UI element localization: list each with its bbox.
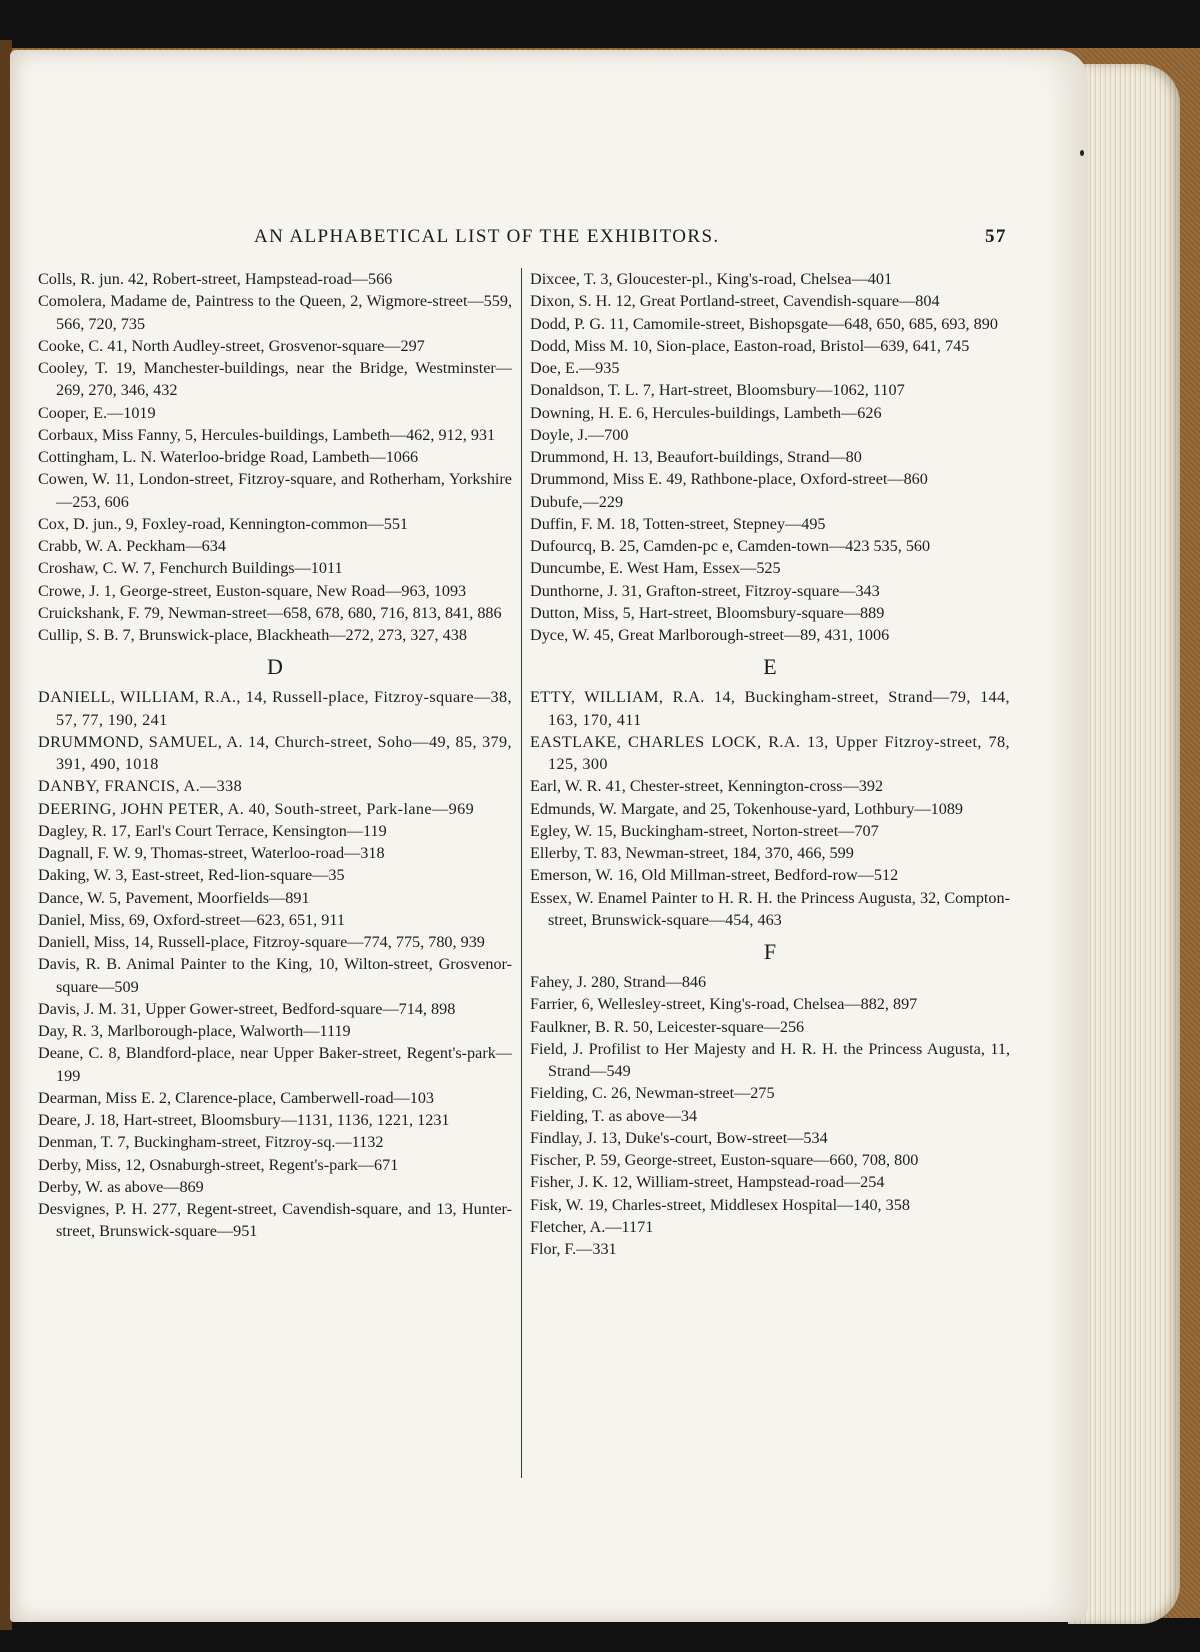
ink-mark <box>1080 150 1084 156</box>
exhibitor-entry: DEERING, JOHN PETER, A. 40, South-street, Park-lane—969 <box>38 799 475 818</box>
exhibitor-entry: Duncumbe, E. West Ham, Essex—525 <box>530 559 781 578</box>
exhibitor-entry: Doe, E.—935 <box>530 359 620 377</box>
background-bottom <box>0 1618 1200 1652</box>
exhibitor-entry: DRUMMOND, SAMUEL, A. 14, Church-street, Soho—49, 85, 379, 391, 490, 1018 <box>38 732 512 773</box>
exhibitor-entry: Fisher, J. K. 12, William-street, Hampstead-road—254 <box>530 1173 885 1192</box>
exhibitor-entry: Dixcee, T. 3, Gloucester-pl., King's-road, Chelsea—401 <box>530 270 893 288</box>
exhibitor-entry: Drummond, H. 13, Beaufort-buildings, Strand—80 <box>530 448 862 466</box>
exhibitor-entry: Cullip, S. B. 7, Brunswick-place, Blackheath—272, 273, 327, 438 <box>38 626 467 644</box>
exhibitor-entry: Findlay, J. 13, Duke's-court, Bow-street—534 <box>530 1128 828 1147</box>
page-title: AN ALPHABETICAL LIST OF THE EXHIBITORS. <box>254 226 720 247</box>
exhibitor-entry: Colls, R. jun. 42, Robert-street, Hampstead-road—566 <box>38 270 393 288</box>
exhibitor-entry: Dutton, Miss, 5, Hart-street, Bloomsbury-square—889 <box>530 603 885 622</box>
exhibitor-entry: Egley, W. 15, Buckingham-street, Norton-street—707 <box>530 821 879 840</box>
exhibitor-entry: Faulkner, B. R. 50, Leicester-square—256 <box>530 1017 805 1036</box>
exhibitor-entry: Desvignes, P. H. 277, Regent-street, Cavendish-square, and 13, Hunter-street, Brunswick-square—951 <box>38 1200 512 1241</box>
exhibitor-entry: Davis, R. B. Animal Painter to the King, 10, Wilton-street, Grosvenor-square—509 <box>38 955 512 996</box>
exhibitor-entry: Cooper, E.—1019 <box>38 403 156 422</box>
exhibitor-entry: Crabb, W. A. Peckham—634 <box>38 537 226 555</box>
exhibitor-entry: Fahey, J. 280, Strand—846 <box>530 973 707 991</box>
exhibitor-entry: Donaldson, T. L. 7, Hart-street, Bloomsbury—1062, 1107 <box>530 381 905 400</box>
exhibitor-entry: Fielding, T. as above—34 <box>530 1106 698 1125</box>
exhibitor-entry: Edmunds, W. Margate, and 25, Tokenhouse-yard, Lothbury—1089 <box>530 799 964 818</box>
exhibitor-entry: Dyce, W. 45, Great Marlborough-street—89, 431, 1006 <box>530 626 890 644</box>
exhibitor-entry: Deane, C. 8, Blandford-place, near Upper Baker-street, Regent's-park—199 <box>38 1044 512 1085</box>
exhibitor-entry: EASTLAKE, CHARLES LOCK, R.A. 13, Upper Fitzroy-street, 78, 125, 300 <box>530 732 1010 773</box>
exhibitor-entry: Daniel, Miss, 69, Oxford-street—623, 651, 911 <box>38 910 345 929</box>
exhibitor-entry: Deare, J. 18, Hart-street, Bloomsbury—1131, 1136, 1221, 1231 <box>38 1111 450 1129</box>
exhibitor-entry: DANBY, FRANCIS, A.—338 <box>38 777 243 796</box>
exhibitor-entry: Croshaw, C. W. 7, Fenchurch Buildings—1011 <box>38 559 343 578</box>
exhibitor-entry: Emerson, W. 16, Old Millman-street, Bedford-row—512 <box>530 866 899 885</box>
exhibitor-entry: Earl, W. R. 41, Chester-street, Kennington-cross—392 <box>530 777 884 796</box>
exhibitor-entry: Dance, W. 5, Pavement, Moorfields—891 <box>38 888 310 907</box>
exhibitor-entry: Comolera, Madame de, Paintress to the Queen, 2, Wigmore-street—559, 566, 720, 735 <box>38 292 512 333</box>
exhibitor-entry: Daking, W. 3, East-street, Red-lion-square—35 <box>38 866 345 885</box>
exhibitor-entry: Drummond, Miss E. 49, Rathbone-place, Oxford-street—860 <box>530 470 928 489</box>
exhibitor-entry: Fischer, P. 59, George-street, Euston-square—660, 708, 800 <box>530 1151 919 1169</box>
exhibitor-entry: Davis, J. M. 31, Upper Gower-street, Bedford-square—714, 898 <box>38 999 456 1018</box>
exhibitor-entry: Dodd, Miss M. 10, Sion-place, Easton-road, Bristol—639, 641, 745 <box>530 336 970 355</box>
exhibitor-entry: Cruickshank, F. 79, Newman-street—658, 678, 680, 716, 813, 841, 886 <box>38 603 502 622</box>
exhibitor-entry: Dufourcq, B. 25, Camden-pc e, Camden-town—423 535, 560 <box>530 537 931 555</box>
exhibitor-entry: Flor, F.—331 <box>530 1240 617 1258</box>
page-number: 57 <box>985 226 1007 247</box>
exhibitor-entry: Fletcher, A.—1171 <box>530 1217 654 1236</box>
exhibitor-entry: Dagnall, F. W. 9, Thomas-street, Waterloo-road—318 <box>38 844 385 862</box>
left-column <box>38 268 512 1243</box>
exhibitor-entry: Dunthorne, J. 31, Grafton-street, Fitzroy-square—343 <box>530 581 880 600</box>
exhibitor-entry: Cooley, T. 19, Manchester-buildings, near the Bridge, Westminster—269, 270, 346, 432 <box>38 359 512 400</box>
exhibitor-entry: Fisk, W. 19, Charles-street, Middlesex Hospital—140, 358 <box>530 1195 910 1214</box>
exhibitor-entry: Cooke, C. 41, North Audley-street, Grosvenor-square—297 <box>38 336 425 355</box>
exhibitor-entry: Cowen, W. 11, London-street, Fitzroy-square, and Rotherham, Yorkshire—253, 606 <box>38 470 512 511</box>
exhibitor-entry: Field, J. Profilist to Her Majesty and H. R. H. the Princess Augusta, 11, Strand—549 <box>530 1039 1010 1080</box>
exhibitor-entry: Denman, T. 7, Buckingham-street, Fitzroy-sq.—1132 <box>38 1133 384 1152</box>
exhibitor-entry: Ellerby, T. 83, Newman-street, 184, 370, 466, 599 <box>530 844 854 862</box>
exhibitor-entry: Crowe, J. 1, George-street, Euston-square, New Road—963, 1093 <box>38 581 467 600</box>
exhibitor-entry: Derby, Miss, 12, Osnaburgh-street, Regent's-park—671 <box>38 1155 399 1174</box>
exhibitor-entry: Doyle, J.—700 <box>530 425 629 444</box>
exhibitor-entry: Fielding, C. 26, Newman-street—275 <box>530 1084 775 1103</box>
book-page <box>10 50 1088 1622</box>
exhibitor-entry: Dodd, P. G. 11, Camomile-street, Bishopsgate—648, 650, 685, 693, 890 <box>530 314 998 333</box>
exhibitor-entry: Dagley, R. 17, Earl's Court Terrace, Kensington—119 <box>38 821 387 840</box>
exhibitor-entry: Downing, H. E. 6, Hercules-buildings, Lambeth—626 <box>530 403 882 422</box>
column-divider <box>521 268 522 1478</box>
section-letter: E <box>763 654 777 680</box>
exhibitor-entry: Dixon, S. H. 12, Great Portland-street, Cavendish-square—804 <box>530 292 940 311</box>
section-letter: D <box>267 654 283 680</box>
exhibitor-entry: Duffin, F. M. 18, Totten-street, Stepney—495 <box>530 514 826 533</box>
exhibitor-entry: Dearman, Miss E. 2, Clarence-place, Camberwell-road—103 <box>38 1088 435 1107</box>
exhibitor-entry: ETTY, WILLIAM, R.A. 14, Buckingham-street, Strand—79, 144, 163, 170, 411 <box>530 688 1010 729</box>
exhibitor-entry: DANIELL, WILLIAM, R.A., 14, Russell-place, Fitzroy-square—38, 57, 77, 190, 241 <box>38 688 512 729</box>
exhibitor-entry: Day, R. 3, Marlborough-place, Walworth—1119 <box>38 1022 351 1040</box>
exhibitor-entry: Cox, D. jun., 9, Foxley-road, Kennington-common—551 <box>38 514 409 533</box>
exhibitor-entry: Corbaux, Miss Fanny, 5, Hercules-buildings, Lambeth—462, 912, 931 <box>38 425 496 444</box>
background-top <box>0 0 1200 48</box>
exhibitor-entry: Derby, W. as above—869 <box>38 1177 204 1196</box>
exhibitor-entry: Daniell, Miss, 14, Russell-place, Fitzroy-square—774, 775, 780, 939 <box>38 933 485 951</box>
section-letter: F <box>763 939 777 964</box>
right-column <box>530 268 1010 1260</box>
exhibitor-entry: Essex, W. Enamel Painter to H. R. H. the Princess Augusta, 32, Compton-street, Brunswick-square—454, 463 <box>530 888 1010 929</box>
exhibitor-entry: Cottingham, L. N. Waterloo-bridge Road, Lambeth—1066 <box>38 448 419 466</box>
exhibitor-entry: Dubufe,—229 <box>530 492 624 511</box>
exhibitor-entry: Farrier, 6, Wellesley-street, King's-road, Chelsea—882, 897 <box>530 995 918 1014</box>
